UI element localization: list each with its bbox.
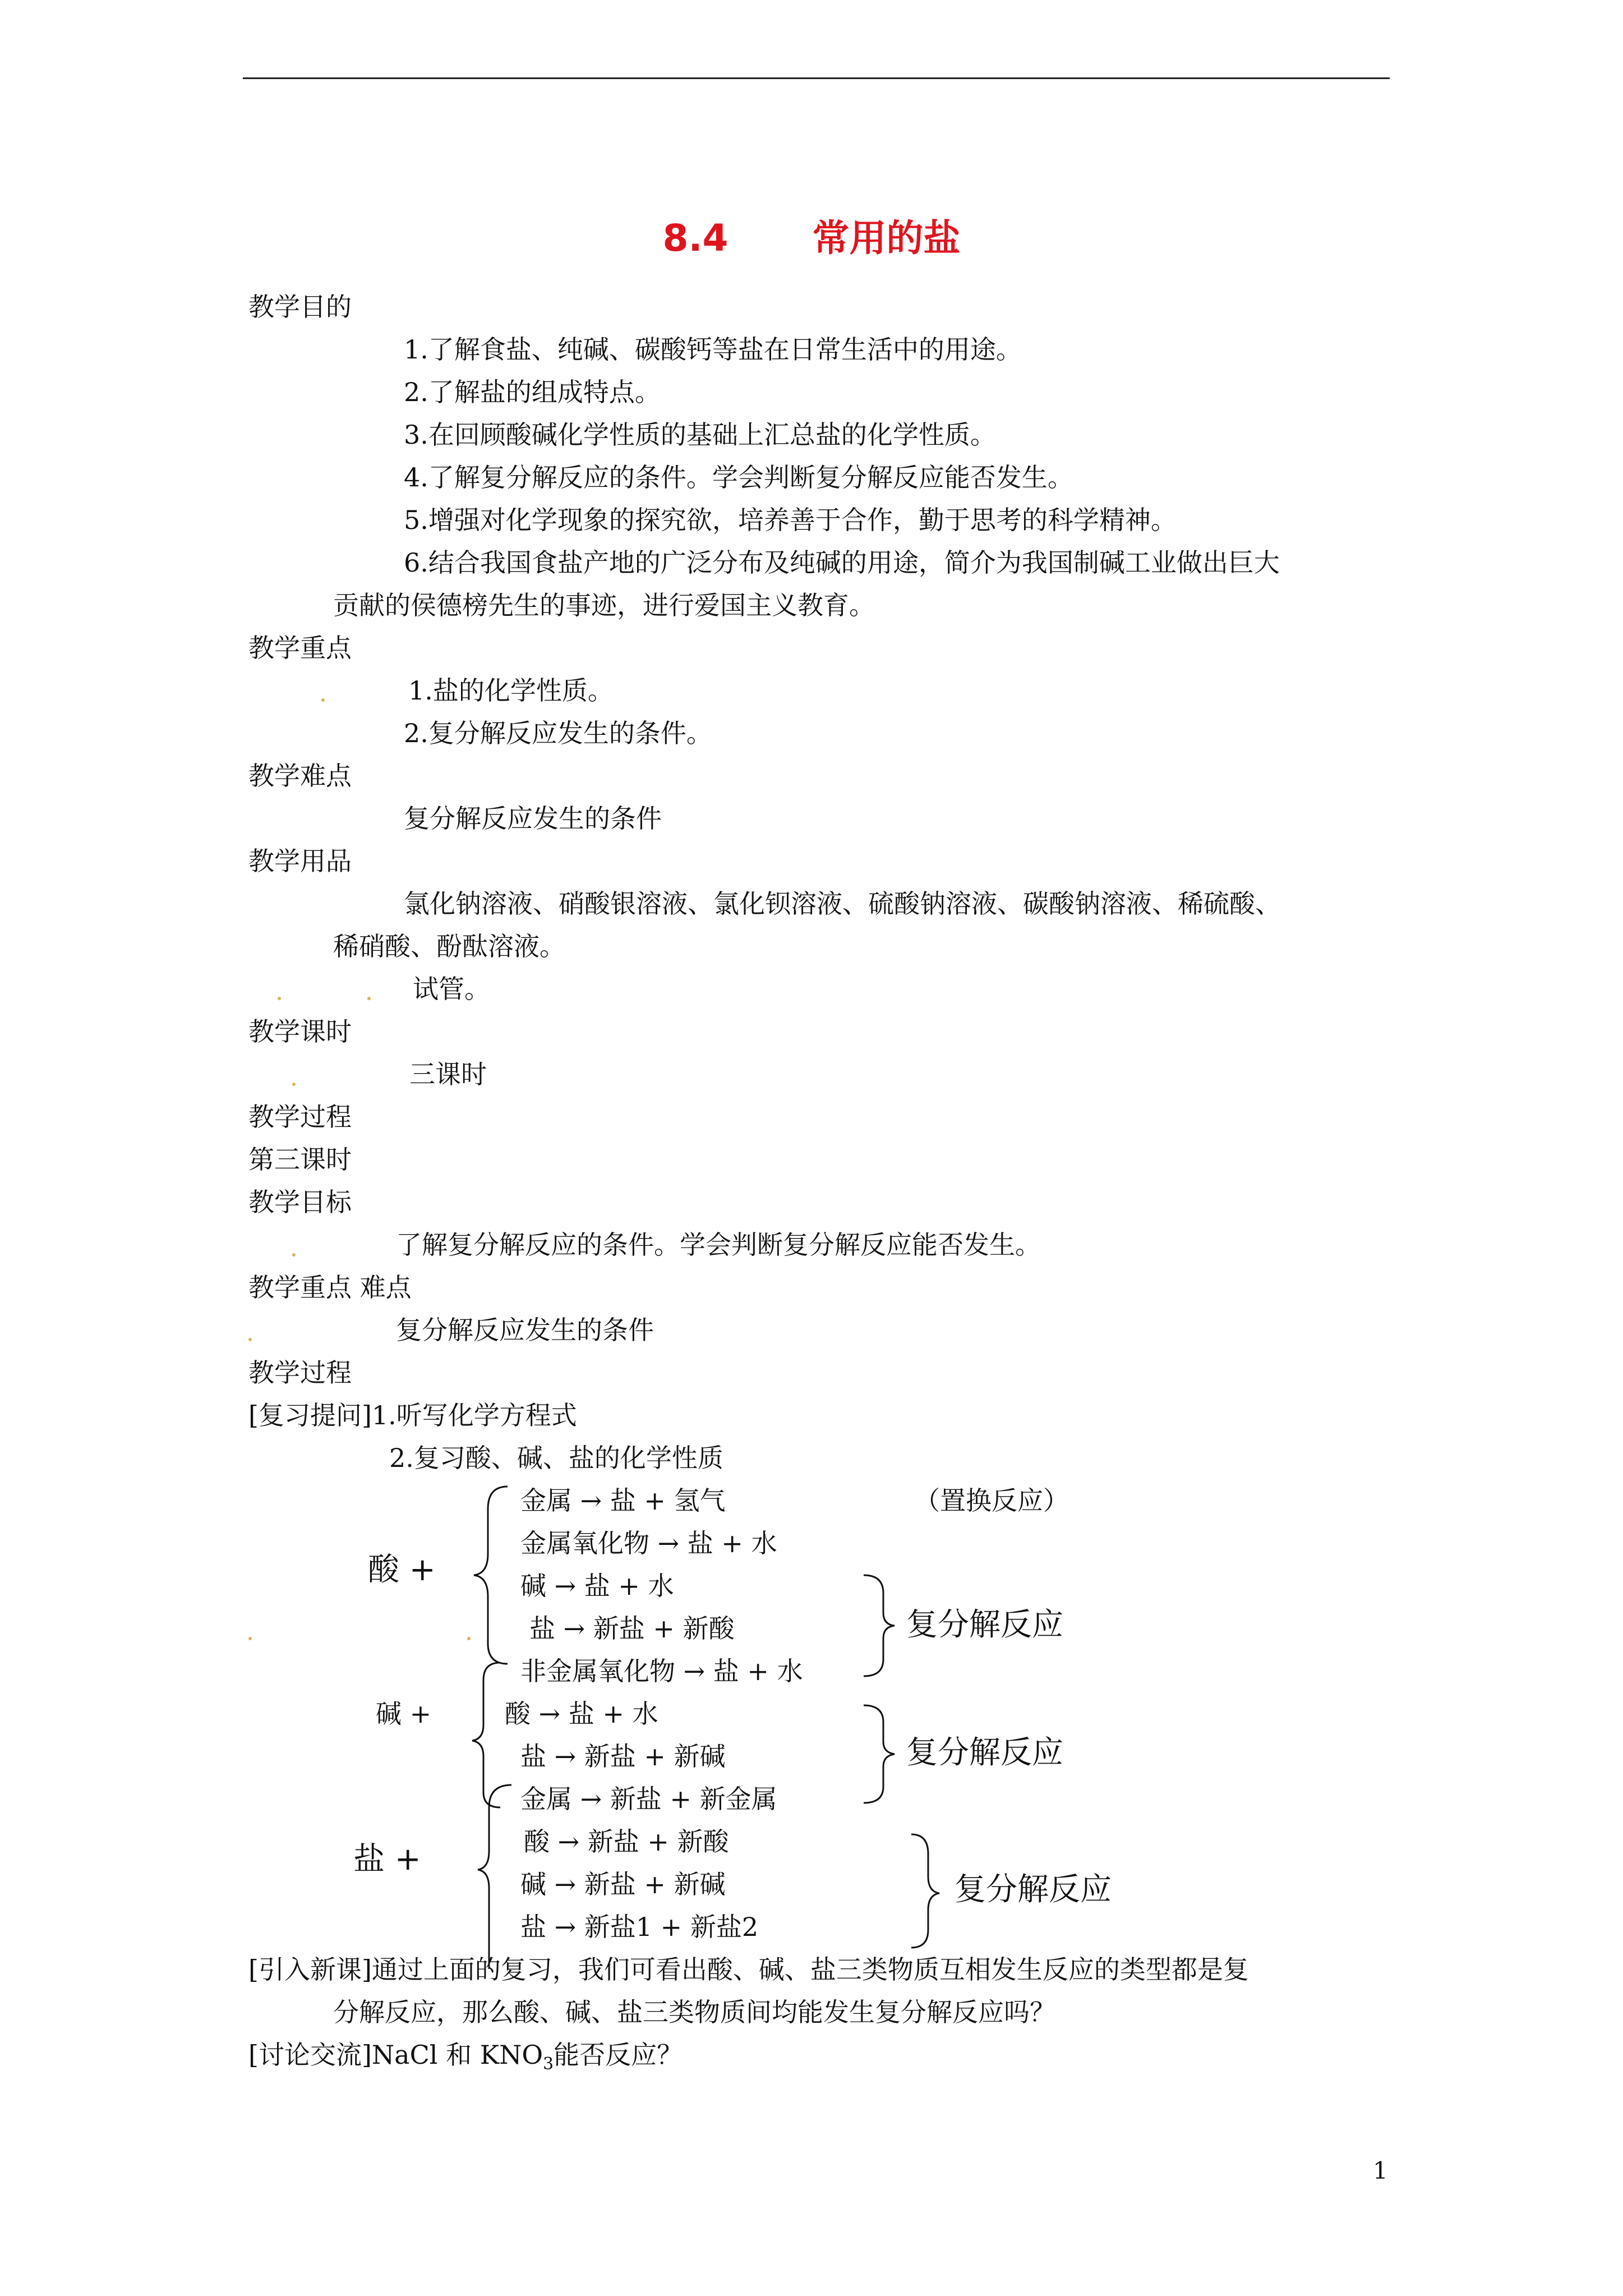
goal-text: 了解复分解反应的条件。学会判断复分解反应能否发生。 (396, 1230, 1041, 1260)
hours-text: 三课时 (409, 1059, 487, 1089)
intro-line: [引入新课]通过上面的复习，我们可看出酸、碱、盐三类物质互相发生反应的类型都是复 (248, 1954, 1249, 1985)
acid-item: 盐 → 新盐 + 新酸 (529, 1613, 735, 1644)
key-difficulty-heading: 教学重点 难点 (248, 1272, 412, 1303)
base-brace (472, 1663, 500, 1807)
acid-item: 碱 → 盐 + 水 (520, 1571, 674, 1601)
scan-mark (248, 1637, 252, 1640)
base-item: 非金属氧化物 → 盐 + 水 (520, 1656, 803, 1686)
materials-heading: 教学用品 (248, 846, 352, 876)
scan-mark (367, 997, 371, 1000)
process-heading: 教学过程 (248, 1102, 352, 1132)
salt-brace (478, 1785, 511, 1969)
key-point-item: 2.复分解反应发生的条件。 (404, 718, 712, 748)
acid-item: 金属氧化物 → 盐 + 水 (520, 1528, 777, 1558)
objective-item: 5.增强对化学现象的探究欲，培养善于合作，勤于思考的科学精神。 (404, 505, 1177, 535)
acid-label: 酸 + (368, 1552, 436, 1588)
acid-brace (474, 1487, 508, 1664)
lesson-label: 第三课时 (248, 1144, 352, 1175)
replacement-note: （置换反应） (914, 1485, 1069, 1516)
salt-item: 酸 → 新盐 + 新酸 (524, 1826, 729, 1857)
salt-item: 碱 → 新盐 + 新碱 (520, 1869, 726, 1899)
section-number: 8.4 (662, 217, 728, 260)
difficulty-heading: 教学难点 (248, 761, 352, 791)
base-item: 酸 → 盐 + 水 (505, 1699, 658, 1729)
metathesis-label: 复分解反应 (906, 1607, 1063, 1643)
difficulty-text: 复分解反应发生的条件 (404, 803, 662, 834)
objective-item: 贡献的侯德榜先生的事迹，进行爱国主义教育。 (333, 590, 875, 620)
process-heading-2: 教学过程 (248, 1358, 352, 1388)
salt-label: 盐 + (353, 1841, 421, 1878)
materials-line: 氯化钠溶液、硝酸银溶液、氯化钡溶液、硫酸钠溶液、碳酸钠溶液、稀硫酸、 (404, 889, 1281, 919)
key-point-item: 1.盐的化学性质。 (408, 675, 614, 706)
intro-line: 分解反应，那么酸、碱、盐三类物质间均能发生复分解反应吗？ (333, 1997, 1055, 2027)
scan-mark (467, 1637, 471, 1640)
objective-item: 6.结合我国食盐产地的广泛分布及纯碱的用途，简介为我国制碱工业做出巨大 (404, 547, 1280, 578)
scan-mark (292, 1083, 296, 1086)
objective-item: 4.了解复分解反应的条件。学会判断复分解反应能否发生。 (404, 462, 1073, 493)
acid-item: 金属 → 盐 + 氢气 (520, 1485, 726, 1516)
base-label: 碱 + (376, 1699, 432, 1729)
discussion-line: [讨论交流]NaCl 和 $KNO_3$能否反应？ (248, 2040, 683, 2074)
review-question-2: 2.复习酸、碱、盐的化学性质 (389, 1443, 723, 1473)
page-number: 1 (1373, 2157, 1388, 2184)
acid-right-brace (864, 1575, 895, 1676)
materials-line: 稀硝酸、酚酞溶液。 (333, 931, 565, 961)
base-right-brace (864, 1705, 895, 1803)
objectives-heading: 教学目的 (248, 292, 352, 322)
salt-item: 盐 → 新盐1 + 新盐2 (520, 1912, 759, 1942)
key-difficulty-text: 复分解反应发生的条件 (396, 1315, 654, 1345)
salt-right-brace (911, 1834, 939, 1948)
metathesis-label: 复分解反应 (955, 1871, 1112, 1908)
objective-item: 1.了解食盐、纯碱、碳酸钙等盐在日常生活中的用途。 (404, 334, 1022, 365)
scan-mark (292, 1253, 296, 1257)
base-item: 盐 → 新盐 + 新碱 (520, 1741, 726, 1772)
hours-heading: 教学课时 (248, 1016, 352, 1047)
objective-item: 2.了解盐的组成特点。 (404, 377, 661, 407)
salt-item: 金属 → 新盐 + 新金属 (520, 1784, 777, 1814)
review-question-1: [复习提问]1.听写化学方程式 (248, 1400, 577, 1430)
materials-line: 试管。 (413, 974, 490, 1004)
scan-mark (321, 698, 325, 702)
objective-item: 3.在回顾酸碱化学性质的基础上汇总盐的化学性质。 (404, 420, 996, 450)
metathesis-label: 复分解反应 (906, 1734, 1063, 1771)
goal-heading: 教学目标 (248, 1187, 352, 1217)
key-points-heading: 教学重点 (248, 633, 352, 663)
section-title: 常用的盐 (812, 217, 961, 260)
scan-mark (278, 997, 281, 1000)
scan-mark (248, 1338, 252, 1341)
